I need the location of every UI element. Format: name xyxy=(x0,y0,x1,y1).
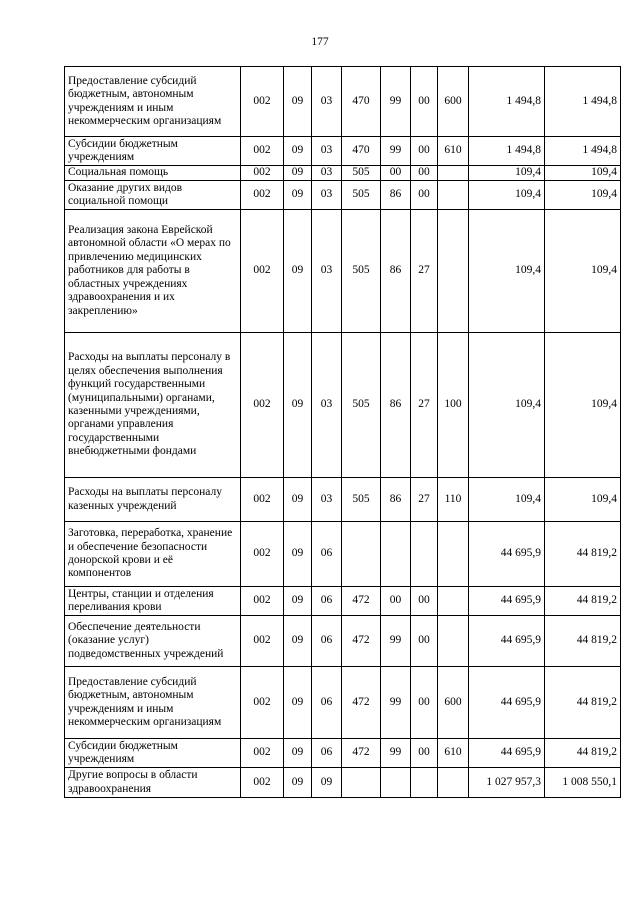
amount-year1: 1 494,8 xyxy=(469,137,545,166)
section-code: 09 xyxy=(284,768,312,798)
subsection-code: 03 xyxy=(312,166,342,181)
target-article-part1: 505 xyxy=(342,166,381,181)
budget-table-body xyxy=(65,67,621,798)
amount-year1: 44 695,9 xyxy=(469,616,545,667)
subsection-code: 03 xyxy=(312,181,342,210)
target-article-part2: 99 xyxy=(381,67,411,137)
ministry-code: 002 xyxy=(241,522,284,587)
target-article-part2: 99 xyxy=(381,667,411,739)
section-code: 09 xyxy=(284,478,312,522)
amount-year2: 109,4 xyxy=(545,333,621,478)
amount-year2: 109,4 xyxy=(545,166,621,181)
subsection-code: 03 xyxy=(312,67,342,137)
amount-year1: 44 695,9 xyxy=(469,522,545,587)
table-row xyxy=(65,210,621,333)
target-article-part1: 472 xyxy=(342,667,381,739)
amount-year2: 44 819,2 xyxy=(545,739,621,768)
row-name: Оказание других видов социальной помощи xyxy=(65,181,241,210)
ministry-code: 002 xyxy=(241,667,284,739)
target-article-part2: 86 xyxy=(381,478,411,522)
target-article-part1: 470 xyxy=(342,67,381,137)
amount-year2: 44 819,2 xyxy=(545,522,621,587)
amount-year1: 44 695,9 xyxy=(469,667,545,739)
amount-year1: 109,4 xyxy=(469,181,545,210)
expense-type-code xyxy=(438,587,469,616)
amount-year2: 44 819,2 xyxy=(545,587,621,616)
amount-year2: 1 494,8 xyxy=(545,137,621,166)
target-article-part1 xyxy=(342,768,381,798)
target-article-part3: 27 xyxy=(411,478,438,522)
table-row xyxy=(65,67,621,137)
target-article-part2 xyxy=(381,522,411,587)
row-name: Предоставление субсидий бюджетным, автономным учреждениям и иным некоммерческим организациям xyxy=(65,67,241,137)
target-article-part2: 99 xyxy=(381,616,411,667)
expense-type-code xyxy=(438,181,469,210)
row-name: Центры, станции и отделения переливания крови xyxy=(65,587,241,616)
amount-year2: 109,4 xyxy=(545,210,621,333)
amount-year2: 1 008 550,1 xyxy=(545,768,621,798)
target-article-part1: 472 xyxy=(342,739,381,768)
ministry-code: 002 xyxy=(241,739,284,768)
amount-year2: 44 819,2 xyxy=(545,616,621,667)
table-row xyxy=(65,522,621,587)
amount-year2: 109,4 xyxy=(545,478,621,522)
expense-type-code: 610 xyxy=(438,137,469,166)
section-code: 09 xyxy=(284,522,312,587)
subsection-code: 09 xyxy=(312,768,342,798)
target-article-part3: 00 xyxy=(411,67,438,137)
target-article-part3: 00 xyxy=(411,616,438,667)
section-code: 09 xyxy=(284,137,312,166)
table-row xyxy=(65,667,621,739)
target-article-part3 xyxy=(411,768,438,798)
target-article-part3: 00 xyxy=(411,739,438,768)
ministry-code: 002 xyxy=(241,333,284,478)
table-row xyxy=(65,739,621,768)
ministry-code: 002 xyxy=(241,768,284,798)
expense-type-code xyxy=(438,768,469,798)
section-code: 09 xyxy=(284,667,312,739)
amount-year1: 109,4 xyxy=(469,333,545,478)
table-row xyxy=(65,333,621,478)
row-name: Субсидии бюджетным учреждениям xyxy=(65,137,241,166)
row-name: Заготовка, переработка, хранение и обеспечение безопасности донорской крови и её компонентов xyxy=(65,522,241,587)
target-article-part2: 00 xyxy=(381,587,411,616)
target-article-part3: 00 xyxy=(411,667,438,739)
target-article-part3: 00 xyxy=(411,137,438,166)
expense-type-code xyxy=(438,522,469,587)
section-code: 09 xyxy=(284,587,312,616)
ministry-code: 002 xyxy=(241,616,284,667)
target-article-part1: 505 xyxy=(342,210,381,333)
subsection-code: 06 xyxy=(312,587,342,616)
ministry-code: 002 xyxy=(241,166,284,181)
section-code: 09 xyxy=(284,166,312,181)
section-code: 09 xyxy=(284,739,312,768)
ministry-code: 002 xyxy=(241,137,284,166)
section-code: 09 xyxy=(284,210,312,333)
amount-year1: 44 695,9 xyxy=(469,587,545,616)
expense-type-code: 600 xyxy=(438,667,469,739)
row-name: Реализация закона Еврейской автономной области «О мерах по привлечению медицинских работников для работы в областных учреждениях здравоохранения и их закреплению» xyxy=(65,210,241,333)
section-code: 09 xyxy=(284,333,312,478)
budget-table xyxy=(64,66,621,798)
target-article-part3 xyxy=(411,522,438,587)
row-name: Субсидии бюджетным учреждениям xyxy=(65,739,241,768)
row-name: Расходы на выплаты персоналу казенных учреждений xyxy=(65,478,241,522)
table-row xyxy=(65,587,621,616)
table-row xyxy=(65,137,621,166)
target-article-part2: 99 xyxy=(381,137,411,166)
amount-year1: 109,4 xyxy=(469,478,545,522)
row-name: Расходы на выплаты персоналу в целях обеспечения выполнения функций государственными (муниципальными) органами, казенными учреждениями, органами управления государственными внебюджетными фондами xyxy=(65,333,241,478)
amount-year1: 109,4 xyxy=(469,166,545,181)
expense-type-code xyxy=(438,210,469,333)
target-article-part2: 99 xyxy=(381,739,411,768)
amount-year1: 1 494,8 xyxy=(469,67,545,137)
target-article-part3: 00 xyxy=(411,181,438,210)
expense-type-code: 100 xyxy=(438,333,469,478)
row-name: Другие вопросы в области здравоохранения xyxy=(65,768,241,798)
subsection-code: 03 xyxy=(312,137,342,166)
page-number: 177 xyxy=(311,36,329,48)
row-name: Предоставление субсидий бюджетным, автономным учреждениям и иным некоммерческим организациям xyxy=(65,667,241,739)
target-article-part2: 86 xyxy=(381,181,411,210)
amount-year2: 44 819,2 xyxy=(545,667,621,739)
target-article-part1: 505 xyxy=(342,478,381,522)
ministry-code: 002 xyxy=(241,210,284,333)
expense-type-code: 110 xyxy=(438,478,469,522)
expense-type-code: 600 xyxy=(438,67,469,137)
table-row xyxy=(65,768,621,798)
subsection-code: 03 xyxy=(312,478,342,522)
subsection-code: 06 xyxy=(312,667,342,739)
table-row xyxy=(65,181,621,210)
target-article-part1 xyxy=(342,522,381,587)
target-article-part1: 472 xyxy=(342,616,381,667)
ministry-code: 002 xyxy=(241,181,284,210)
table-row xyxy=(65,478,621,522)
target-article-part3: 27 xyxy=(411,333,438,478)
amount-year1: 109,4 xyxy=(469,210,545,333)
ministry-code: 002 xyxy=(241,587,284,616)
section-code: 09 xyxy=(284,616,312,667)
target-article-part1: 472 xyxy=(342,587,381,616)
expense-type-code xyxy=(438,616,469,667)
subsection-code: 03 xyxy=(312,333,342,478)
expense-type-code xyxy=(438,166,469,181)
target-article-part1: 505 xyxy=(342,181,381,210)
target-article-part2: 86 xyxy=(381,210,411,333)
subsection-code: 06 xyxy=(312,522,342,587)
expense-type-code: 610 xyxy=(438,739,469,768)
ministry-code: 002 xyxy=(241,67,284,137)
section-code: 09 xyxy=(284,181,312,210)
row-name: Обеспечение деятельности (оказание услуг) подведомственных учреждений xyxy=(65,616,241,667)
subsection-code: 06 xyxy=(312,616,342,667)
amount-year1: 44 695,9 xyxy=(469,739,545,768)
row-name: Социальная помощь xyxy=(65,166,241,181)
target-article-part3: 00 xyxy=(411,587,438,616)
target-article-part2: 86 xyxy=(381,333,411,478)
target-article-part3: 27 xyxy=(411,210,438,333)
target-article-part1: 505 xyxy=(342,333,381,478)
target-article-part2 xyxy=(381,768,411,798)
target-article-part2: 00 xyxy=(381,166,411,181)
ministry-code: 002 xyxy=(241,478,284,522)
amount-year2: 109,4 xyxy=(545,181,621,210)
target-article-part1: 470 xyxy=(342,137,381,166)
target-article-part3: 00 xyxy=(411,166,438,181)
amount-year2: 1 494,8 xyxy=(545,67,621,137)
section-code: 09 xyxy=(284,67,312,137)
amount-year1: 1 027 957,3 xyxy=(469,768,545,798)
table-row xyxy=(65,616,621,667)
subsection-code: 03 xyxy=(312,210,342,333)
subsection-code: 06 xyxy=(312,739,342,768)
table-row xyxy=(65,166,621,181)
